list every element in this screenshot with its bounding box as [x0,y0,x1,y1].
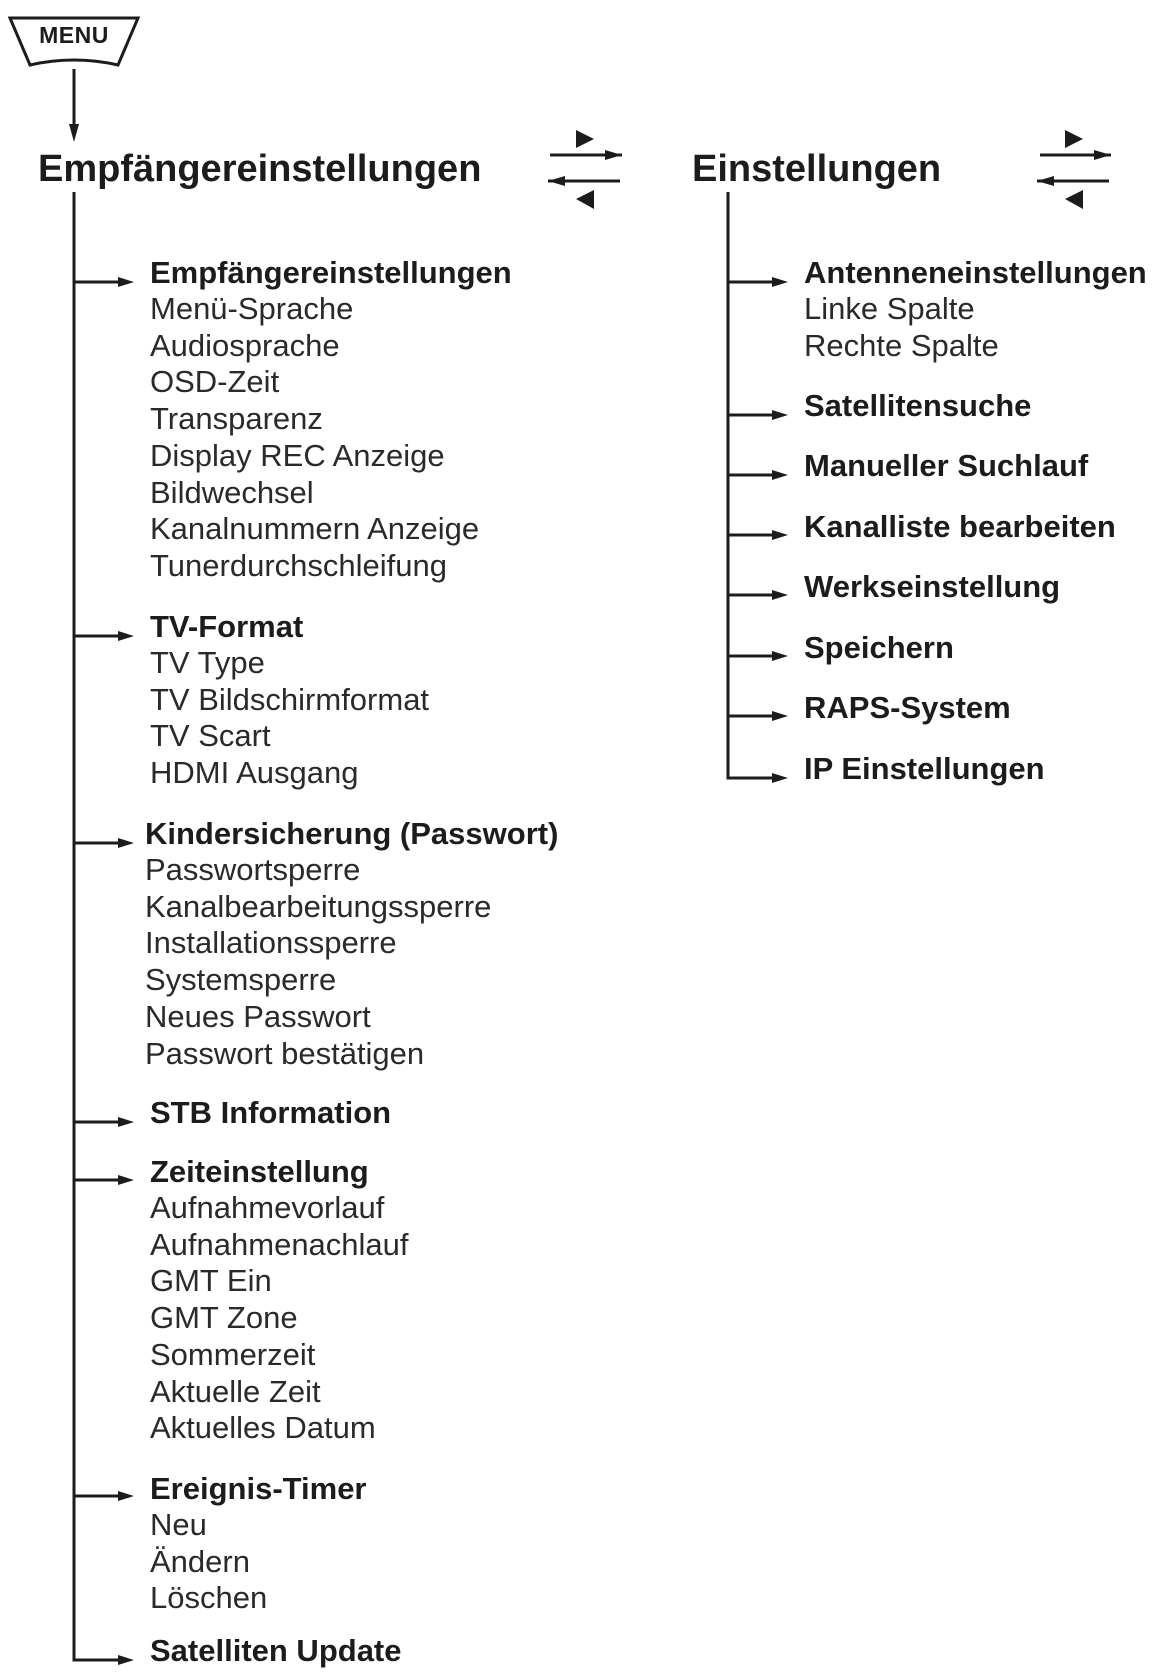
menu-item[interactable]: Passwortsperre [145,852,361,887]
group-heading[interactable]: Manueller Suchlauf [804,448,1089,483]
group-heading[interactable]: Kindersicherung (Passwort) [145,816,559,851]
menu-item[interactable]: Aktuelle Zeit [150,1373,321,1409]
right-group-raps-system [804,689,1011,726]
right-branch-arrowhead [772,470,788,480]
left-branch-arrowhead [118,1491,134,1501]
left-branch-arrowhead [118,277,134,287]
right-column-title: Einstellungen [692,148,942,190]
group-heading[interactable]: STB Information [150,1095,392,1130]
group-heading[interactable]: Empfängereinstellungen [150,255,512,290]
right-group-save [804,629,954,666]
menu-item[interactable]: Ändern [150,1543,250,1579]
right-branch-arrowhead [772,590,788,600]
left-branch-arrowhead [118,1117,134,1127]
menu-item[interactable]: Neu [150,1507,207,1542]
menu-item[interactable]: GMT Ein [150,1263,272,1299]
menu-item[interactable]: Systemsperre [145,962,337,998]
menu-item[interactable]: Menü-Sprache [150,291,354,326]
left-branch-arrowhead [118,1175,134,1185]
left-right-arrows-icon [548,130,622,209]
menu-item[interactable]: TV Type [150,645,265,680]
right-group-edit-channel-list [804,508,1116,545]
menu-item[interactable]: Kanalbearbeitungssperre [145,888,492,924]
left-group-tv-format [150,608,429,792]
left-group-parental-lock [145,815,558,1072]
menu-item[interactable]: GMT Zone [150,1300,298,1336]
menu-item[interactable]: Passwort bestätigen [145,1035,425,1071]
group-heading[interactable]: Zeiteinstellung [150,1154,369,1189]
menu-item[interactable]: Audiosprache [150,327,340,363]
left-group-stb-information [150,1094,391,1131]
right-group-satellite-search [804,387,1031,424]
menu-item[interactable]: Kanalnummern Anzeige [150,511,480,547]
group-heading[interactable]: Kanalliste bearbeiten [804,509,1116,544]
menu-button-label[interactable]: MENU [39,22,109,48]
group-heading[interactable]: Speichern [804,630,954,665]
right-group-factory-settings [804,568,1060,605]
menu-item[interactable]: Neues Passwort [145,998,371,1034]
left-group-time-settings [150,1153,409,1447]
left-group-event-timer [150,1470,367,1617]
menu-item[interactable]: TV Bildschirmformat [150,681,430,717]
right-branch-arrowhead [772,651,788,661]
right-branch-arrowhead [772,711,788,721]
menu-item[interactable]: Aufnahmenachlauf [150,1226,409,1262]
left-branch-arrowhead [118,631,134,641]
menu-item[interactable]: Tunerdurchschleifung [150,547,447,583]
right-group-antenna-settings [804,254,1147,364]
menu-item[interactable]: OSD-Zeit [150,364,280,400]
menu-item[interactable]: Sommerzeit [150,1336,316,1372]
group-heading[interactable]: Satellitensuche [804,388,1032,423]
group-heading[interactable]: IP Einstellungen [804,751,1045,786]
left-branch-arrowhead [118,1655,134,1665]
group-heading[interactable]: RAPS-System [804,690,1011,725]
right-branch-arrowhead [772,530,788,540]
group-heading[interactable]: Werkseinstellung [804,569,1061,604]
menu-item[interactable]: Aufnahmevorlauf [150,1190,385,1225]
menu-item[interactable]: Display REC Anzeige [150,437,445,473]
left-right-arrows-icon [1037,130,1111,209]
left-group-satellite-update [150,1632,402,1669]
left-group-receiver-settings [150,254,512,585]
left-branch-arrowhead [118,838,134,848]
right-branch-arrowhead [772,773,788,783]
right-branch-arrowhead [772,277,788,287]
menu-item[interactable]: Löschen [150,1580,268,1616]
menu-item[interactable]: Installationssperre [145,925,397,961]
menu-item[interactable]: Rechte Spalte [804,327,999,363]
menu-item[interactable]: Transparenz [150,401,323,437]
group-heading[interactable]: Satelliten Update [150,1633,402,1668]
menu-item[interactable]: Linke Spalte [804,291,975,326]
menu-item[interactable]: Bildwechsel [150,474,314,510]
right-group-ip-settings [804,750,1045,787]
group-heading[interactable]: TV-Format [150,609,304,644]
group-heading[interactable]: Antenneneinstellungen [804,255,1147,290]
group-heading[interactable]: Ereignis-Timer [150,1471,367,1506]
right-group-manual-search [804,447,1088,484]
menu-connector-arrowhead [69,124,79,142]
menu-item[interactable]: Aktuelles Datum [150,1410,376,1446]
right-branch-arrowhead [772,410,788,420]
menu-item[interactable]: TV Scart [150,718,271,754]
menu-item[interactable]: HDMI Ausgang [150,755,359,791]
left-column-title: Empfängereinstellungen [38,148,482,190]
